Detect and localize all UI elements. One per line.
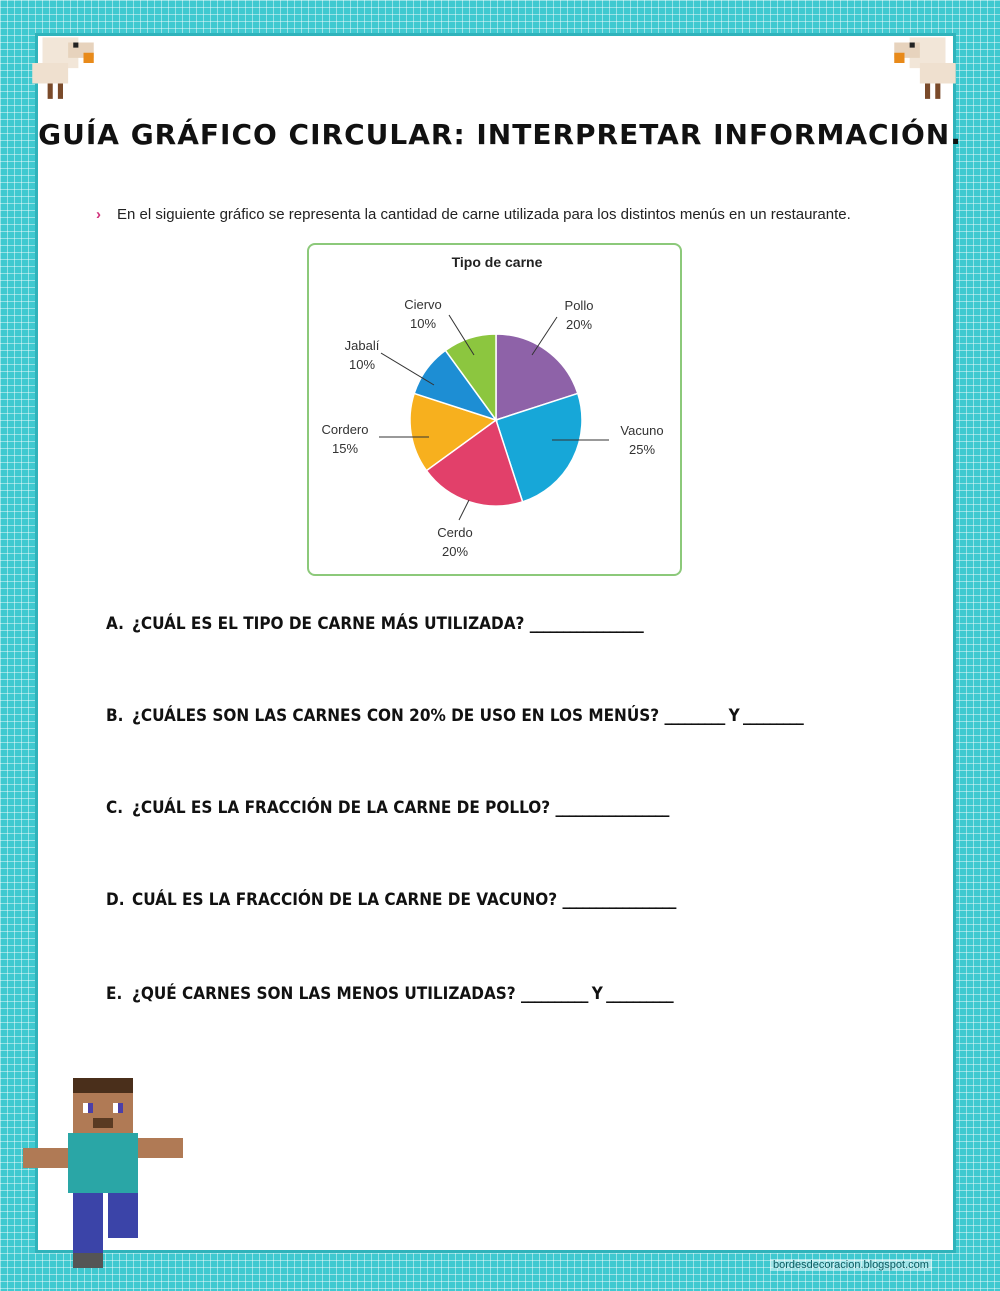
answer-blank[interactable]: _________ Y _________	[664, 706, 803, 726]
question-b	[106, 706, 946, 726]
bullet-icon: ›	[96, 206, 101, 223]
question-a	[106, 614, 946, 634]
question-letter: A.	[106, 614, 124, 634]
question-letter: B.	[106, 706, 124, 726]
answer-blank[interactable]: _________________	[562, 890, 676, 910]
slice-label: Cerdo	[437, 525, 473, 540]
intro-sentence: En el siguiente gráfico se representa la cantidad de carne utilizada para los distintos menús en un restaurante.	[117, 206, 851, 223]
slice-percent: 10%	[348, 357, 376, 372]
question-e	[106, 984, 946, 1004]
question-letter: D.	[106, 890, 125, 910]
question-text: ¿CUÁL ES LA FRACCIÓN DE LA CARNE DE POLLO?	[132, 798, 551, 818]
question-text: ¿CUÁLES SON LAS CARNES CON 20% DE USO EN LOS MENÚS?	[132, 706, 660, 726]
chicken-icon	[22, 22, 104, 104]
slice-label: Pollo	[564, 298, 594, 313]
chart-title: Tipo de carne	[451, 254, 543, 270]
slice-percent: 20%	[565, 317, 593, 332]
intro-text	[96, 206, 916, 223]
question-text: ¿QUÉ CARNES SON LAS MENOS UTILIZADAS?	[132, 984, 516, 1004]
chicken-icon	[884, 22, 966, 104]
question-letter: E.	[106, 984, 123, 1004]
leader-line	[459, 500, 469, 520]
slice-label: Vacuno	[620, 423, 664, 438]
blocky-character-icon	[18, 1078, 193, 1278]
credit-text: bordesdecoracion.blogspot.com	[770, 1259, 932, 1271]
slice-percent: 20%	[441, 544, 469, 559]
answer-blank[interactable]: _________________	[555, 798, 669, 818]
question-text: CUÁL ES LA FRACCIÓN DE LA CARNE DE VACUNO?	[132, 890, 558, 910]
slice-percent: 25%	[628, 442, 656, 457]
question-c	[106, 798, 946, 818]
slice-label: Jabalí	[344, 338, 380, 353]
pie-chart	[309, 245, 680, 574]
pie-chart-panel	[307, 243, 682, 576]
answer-blank[interactable]: _________________	[529, 614, 643, 634]
answer-blank[interactable]: __________ Y __________	[521, 984, 673, 1004]
page-title: GUÍA GRÁFICO CIRCULAR: INTERPRETAR INFORMACIÓN.	[38, 118, 962, 151]
question-text: ¿CUÁL ES EL TIPO DE CARNE MÁS UTILIZADA?	[132, 614, 525, 634]
question-d	[106, 890, 946, 910]
slice-label: Cordero	[321, 422, 369, 437]
slice-label: Ciervo	[404, 297, 442, 312]
slice-percent: 15%	[331, 441, 359, 456]
slice-percent: 10%	[409, 316, 437, 331]
question-letter: C.	[106, 798, 124, 818]
